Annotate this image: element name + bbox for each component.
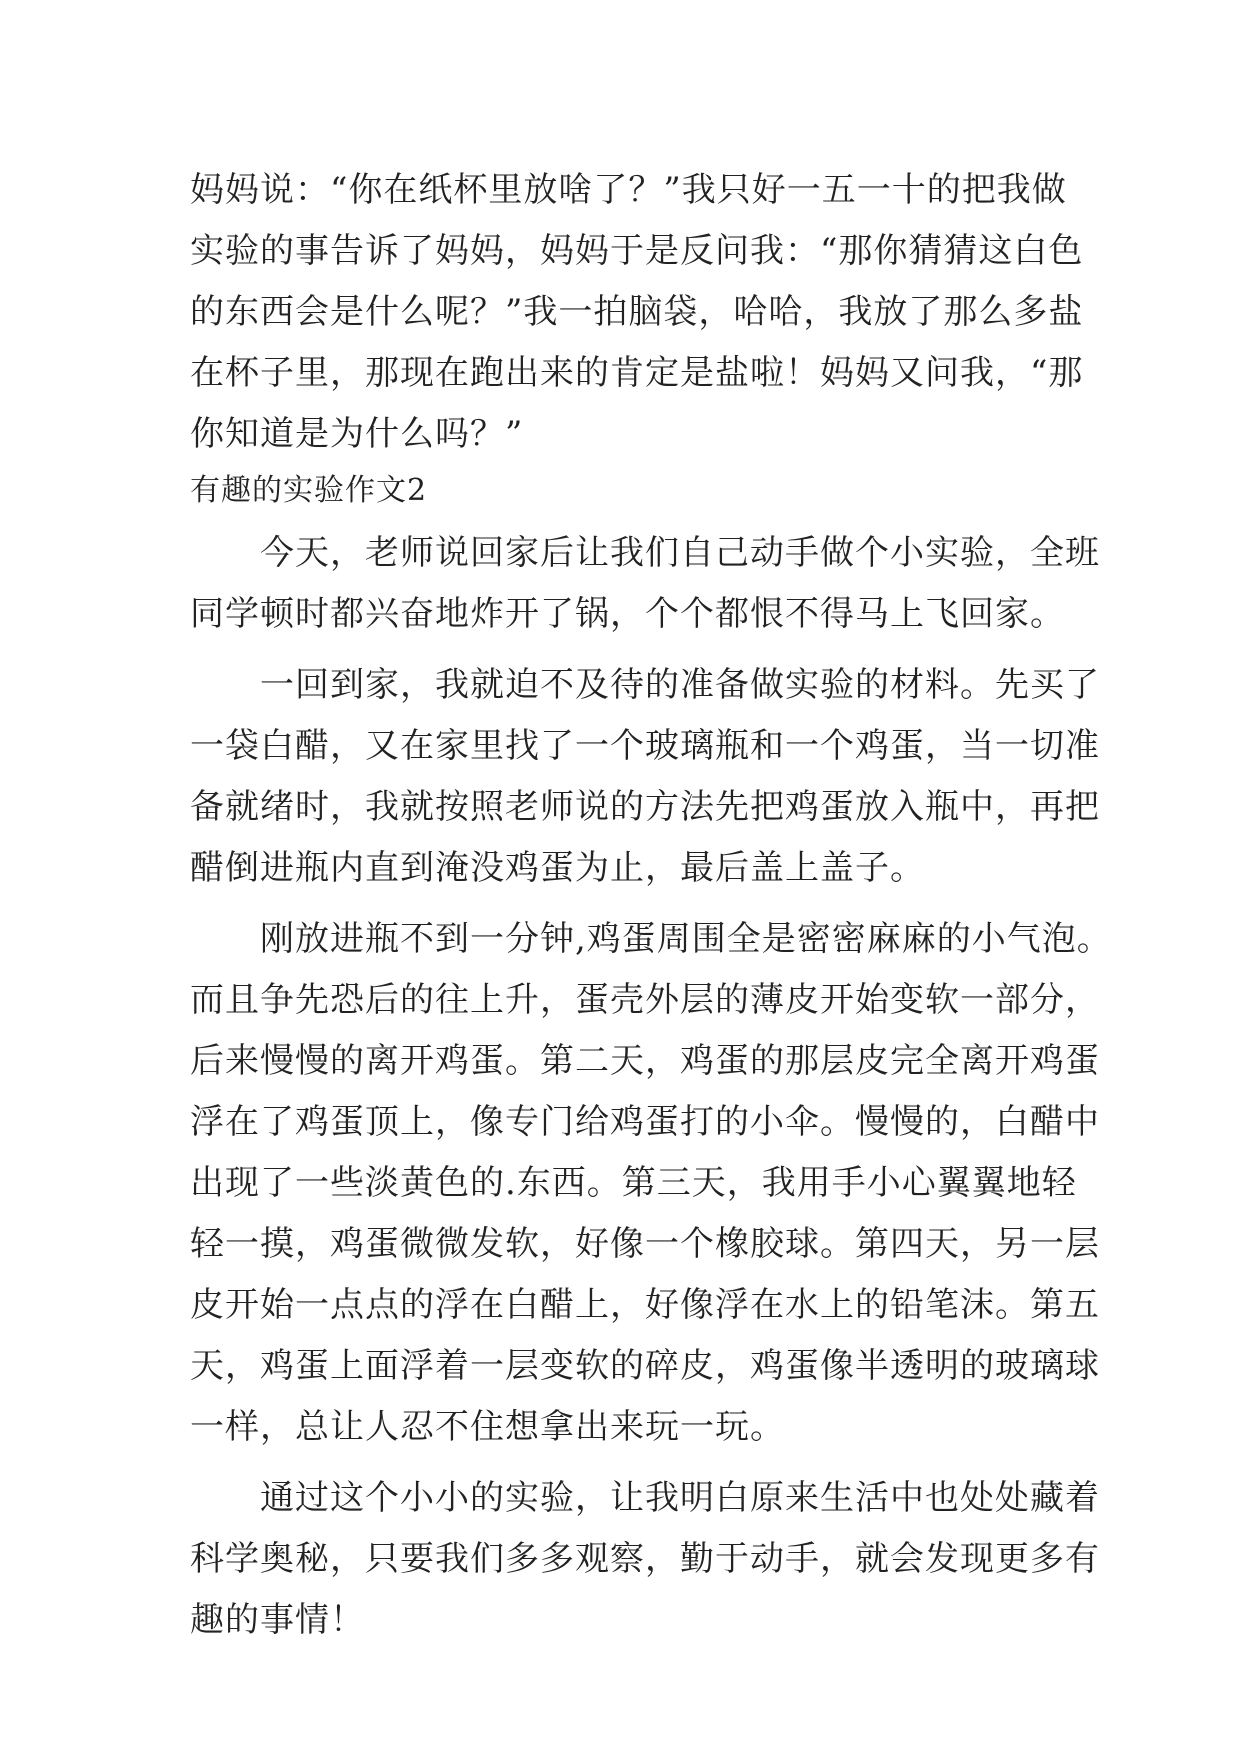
top-paragraph [190,160,1084,465]
text-line: 轻一摸，鸡蛋微微发软，好像一个橡胶球。第四天，另一层 [190,1224,1100,1264]
document-body [190,160,1112,1651]
text-line: 天，鸡蛋上面浮着一层变软的碎皮，鸡蛋像半透明的玻璃球 [190,1346,1100,1386]
text-line: 实验的事告诉了妈妈，妈妈于是反问我：“那你猜猜这白色 [190,231,1084,271]
text-line: 刚放进瓶不到一分钟,鸡蛋周围全是密密麻麻的小气泡。 [190,919,1112,959]
text-line: 一样，总让人忍不住想拿出来玩一玩。 [190,1407,785,1447]
text-line: 出现了一些淡黄色的.东西。第三天，我用手小心翼翼地轻 [190,1163,1077,1203]
paragraph-spacer [190,899,1060,909]
paragraph [190,909,1112,1458]
text-line: 科学奥秘，只要我们多多观察，勤于动手，就会发现更多有 [190,1539,1100,1579]
paragraph-spacer [190,645,1060,655]
text-line: 浮在了鸡蛋顶上，像专门给鸡蛋打的小伞。慢慢的，白醋中 [190,1102,1100,1142]
text-line: 同学顿时都兴奋地炸开了锅，个个都恨不得马上飞回家。 [190,594,1065,634]
text-line: 一袋白醋，又在家里找了一个玻璃瓶和一个鸡蛋，当一切准 [190,726,1100,766]
text-line: 趣的事情！ [190,1600,365,1640]
text-line: 备就绪时，我就按照老师说的方法先把鸡蛋放入瓶中，再把 [190,787,1100,827]
paragraph [190,655,1100,899]
paragraph-spacer [190,1458,1060,1468]
text-line: 通过这个小小的实验，让我明白原来生活中也处处藏着 [190,1478,1100,1518]
section-title: 有趣的实验作文2 [190,473,428,508]
text-line: 妈妈说：“你在纸杯里放啥了？”我只好一五一十的把我做 [190,170,1067,210]
paragraph [190,523,1100,645]
paragraph [190,1468,1100,1651]
text-line: 一回到家，我就迫不及待的准备做实验的材料。先买了 [190,665,1100,705]
text-line: 的东西会是什么呢？”我一拍脑袋，哈哈，我放了那么多盐 [190,292,1084,332]
text-line: 皮开始一点点的浮在白醋上，好像浮在水上的铅笔沫。第五 [190,1285,1100,1325]
text-line: 你知道是为什么吗？” [190,414,524,454]
text-line: 后来慢慢的离开鸡蛋。第二天，鸡蛋的那层皮完全离开鸡蛋 [190,1041,1100,1081]
text-line: 醋倒进瓶内直到淹没鸡蛋为止，最后盖上盖子。 [190,848,925,888]
text-line: 在杯子里，那现在跑出来的肯定是盐啦！妈妈又问我，“那 [190,353,1084,393]
text-line: 今天，老师说回家后让我们自己动手做个小实验，全班 [190,533,1100,573]
text-line: 而且争先恐后的往上升，蛋壳外层的薄皮开始变软一部分， [190,980,1100,1020]
